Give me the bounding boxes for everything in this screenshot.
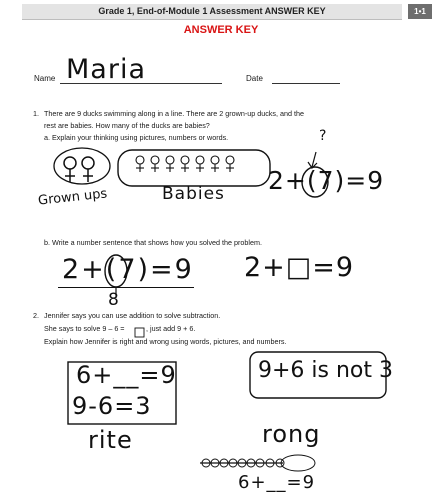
baby-figures-icon — [136, 156, 234, 172]
q2-rong-word: rong — [262, 420, 321, 448]
q1-part-b: b. Write a number sentence that shows how you solved the problem. — [44, 238, 263, 247]
q2-left-equation-1: 6+__=9 — [76, 361, 177, 389]
q1-eight: 8 — [108, 290, 119, 310]
answer-blank-box — [135, 328, 144, 337]
student-name: Maria — [66, 54, 146, 85]
q2-number: 2. — [33, 311, 39, 320]
q1-number: 1. — [33, 109, 39, 118]
q1-grownups-label: Grown ups — [37, 186, 108, 209]
q2-text-line1: Jennifer says you can use addition to solve subtraction. — [44, 311, 221, 320]
q2-text-line2b: , just add 9 + 6. — [146, 324, 196, 333]
q2-bottom-equation: 6+__=9 — [238, 472, 316, 493]
q1-question-mark: ? — [319, 128, 327, 144]
q2-left-equation-2: 9-6=3 — [72, 392, 152, 420]
date-label: Date — [246, 74, 263, 83]
q2-text-line2a: She says to solve 9 – 6 = — [44, 324, 125, 333]
grade-badge: 1•1 — [408, 4, 432, 19]
q1-babies-label: Babies — [162, 184, 225, 204]
q2-rite-word: rite — [88, 426, 133, 454]
q2-right-statement: 9+6 is not 3 — [258, 358, 394, 383]
q1-text-line2: rest are babies. How many of the ducks are babies? — [44, 121, 210, 130]
q1-part-a: a. Explain your thinking using pictures, numbers or words. — [44, 133, 229, 142]
answer-key-title: ANSWER KEY — [183, 24, 259, 36]
name-label: Name — [34, 74, 56, 83]
q2-text-line3: Explain how Jennifer is right and wrong using words, pictures, and numbers. — [44, 337, 287, 346]
header-title: Grade 1, End-of-Module 1 Assessment ANSWER KEY — [22, 4, 402, 20]
counting-circles-icon — [200, 455, 315, 471]
q1-equation: 2+(7)=9 — [268, 166, 385, 195]
q1-box-sentence: 2+□=9 — [244, 252, 355, 283]
q1-text-line1: There are 9 ducks swimming along in a line. There are 2 grown-up ducks, and the — [44, 109, 304, 118]
grownup-figures-icon — [64, 157, 94, 182]
sentence-underline — [58, 287, 194, 288]
q1-number-sentence: 2+(7)=9 — [62, 254, 194, 285]
